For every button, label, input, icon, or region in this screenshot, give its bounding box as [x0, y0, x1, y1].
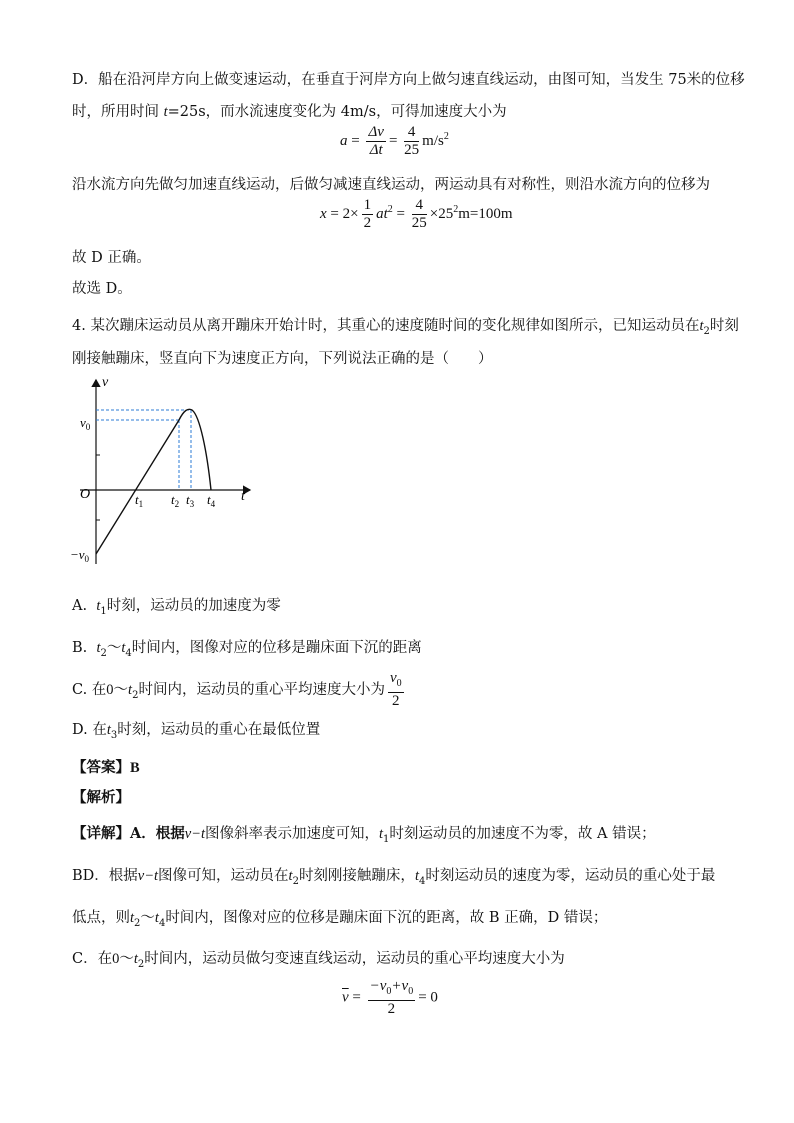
t2-label: $t_2$ [171, 492, 180, 509]
eq3-result: = 0 [418, 989, 438, 1006]
velocity-time-graph [60, 372, 270, 572]
equation-displacement: x = 2× $\frac{1}{2}$ $at^2$ = $\frac{4}{25}$ $\times 25^2m=100m$ [320, 197, 513, 231]
option-b-prefix: B. [72, 640, 88, 656]
eq2-frac [412, 197, 427, 232]
eq1-num2: 4 [404, 124, 419, 142]
neg-v0-label [70, 547, 90, 564]
eq1-frac1 [366, 124, 385, 159]
eq2-t-exp: 2 [387, 203, 393, 215]
eq2-num: 4 [412, 197, 427, 215]
answer-value: B [130, 760, 140, 776]
eq2-exp2: 2 [453, 203, 459, 215]
neg-v0-sub: 0 [84, 554, 90, 564]
analysis-p1: 【详解】A．根据v−t图像斜率表示加速度可知，$t_1$时刻运动员的加速度不为零，故 A 错误； [72, 825, 656, 845]
option-d: D. 在$t_3$时刻，运动员的重心在最低位置 [72, 722, 321, 741]
option-c-prefix: C. 在 [72, 682, 107, 698]
option-c-fraction: $\frac{v_0}{2}$ [389, 670, 402, 709]
v0-label [80, 415, 91, 432]
eq2-half-den: 2 [363, 215, 372, 231]
part-d-line2-a: 时，所用时间 [72, 104, 164, 120]
eq2-coef: 2× [342, 205, 359, 222]
neg-v0-base: −v [70, 547, 85, 562]
part-d-line2-t: t [163, 104, 168, 120]
option-a-sub: 1 [100, 605, 107, 617]
question-line1-sub: 2 [703, 325, 710, 337]
v0-sub: 0 [85, 422, 91, 432]
eq1-den2: 25 [404, 142, 420, 158]
option-c: C. 在$0\sim t_2$时间内，运动员的重心平均速度大小为 $\frac{v_0}{2}$ [72, 670, 402, 709]
option-a [72, 594, 281, 617]
option-a-text: 时刻，运动员的加速度为零 [106, 598, 281, 614]
question-line1-a: 4. 某次蹦床运动员从离开蹦床开始计时，其重心的速度随时间的变化规律如图所示，已知运动员在 [72, 318, 700, 334]
analysis-p4: C．在$0\sim t_2$时间内，运动员做匀变速直线运动，运动员的重心平均速度大小为 [72, 951, 565, 970]
equation-acceleration: a = $\frac{\Delta v}{\Delta t}$ = $\frac{4}{25}$ $m/s^2$ [340, 124, 449, 158]
part-d-line2 [72, 100, 507, 121]
eq2-at: at [376, 205, 388, 222]
eq1-num1: Δv [368, 124, 384, 140]
origin-label: O [80, 487, 91, 502]
option-a-t: t [96, 598, 101, 614]
question-line1-b: 时刻 [709, 318, 739, 334]
option-d-text: 时刻，运动员的重心在最低位置 [117, 722, 321, 738]
eq2-result: m=100m [458, 205, 513, 222]
option-b: B. $t_2\sim t_4$时间内，图像对应的位移是蹦床面下沉的距离 [72, 640, 422, 659]
option-b-text: 时间内，图像对应的位移是蹦床面下沉的距离 [131, 640, 422, 656]
answer [72, 756, 140, 777]
option-a-prefix: A. [72, 598, 88, 614]
eq2-times: ×25 [429, 205, 454, 222]
t4-label: $t_4$ [207, 492, 216, 509]
t1-label: $t_1$ [135, 492, 144, 509]
part-d-choose: 故选 D。 [72, 281, 132, 297]
equation-average-velocity: $\overline{v}$ = $\frac{-v_0+v_0}{2}$ = 0 [342, 978, 438, 1017]
question-line1-t: t [699, 318, 704, 334]
part-d-line3: 沿水流方向先做匀加速直线运动，后做匀减速直线运动，两运动具有对称性，则沿水流方向的位移为 [72, 177, 710, 193]
v0-base: v [80, 415, 86, 430]
eq2-lhs: x [320, 205, 327, 222]
eq3-frac: $\frac{-v_0+v_0}{2}$ [369, 978, 414, 1017]
part-d-line2-b: =25s，而水流速度变化为 4m/s，可得加速度大小为 [167, 104, 507, 120]
question-line2: 刚接触蹦床，竖直向下为速度正方向，下列说法正确的是（ ） [72, 351, 493, 367]
part-d-line1: D．船在沿河岸方向上做变速运动，在垂直于河岸方向上做匀速直线运动，由图可知，当发生 75米的位移 [72, 72, 745, 88]
eq2-half [362, 197, 374, 232]
option-d-prefix: D. 在 [72, 722, 107, 738]
part-d-conclusion: 故 D 正确。 [72, 250, 151, 266]
y-axis-label: v [102, 375, 109, 390]
eq1-den1: Δt [369, 142, 383, 158]
analysis-p2: BD．根据v−t图像可知，运动员在$t_2$时刻刚接触蹦床，$t_4$时刻运动员的速度为零，运动员的重心处于最 [72, 868, 716, 887]
velocity-curve [96, 409, 211, 554]
eq1-lhs: a [340, 132, 348, 149]
eq2-half-num: 1 [363, 197, 372, 213]
analysis-label: 【解析】 [72, 789, 130, 806]
answer-label: 【答案】 [72, 759, 130, 776]
eq2-den: 25 [411, 215, 427, 231]
option-c-text: 时间内，运动员的重心平均速度大小为 [138, 682, 385, 698]
question-line1 [72, 314, 739, 337]
t3-label: $t_3$ [186, 492, 195, 509]
eq1-frac2 [404, 124, 419, 159]
eq1-unit-exp: 2 [443, 130, 449, 142]
eq1-unit: m/s [422, 132, 444, 149]
analysis-p3: 低点，则$t_2\sim t_4$时间内，图像对应的位移是蹦床面下沉的距离，故 B 正确，D 错误； [72, 910, 608, 929]
eq3-lhs: $\overline{v}$ [342, 989, 349, 1006]
x-axis-label: t [241, 489, 245, 504]
